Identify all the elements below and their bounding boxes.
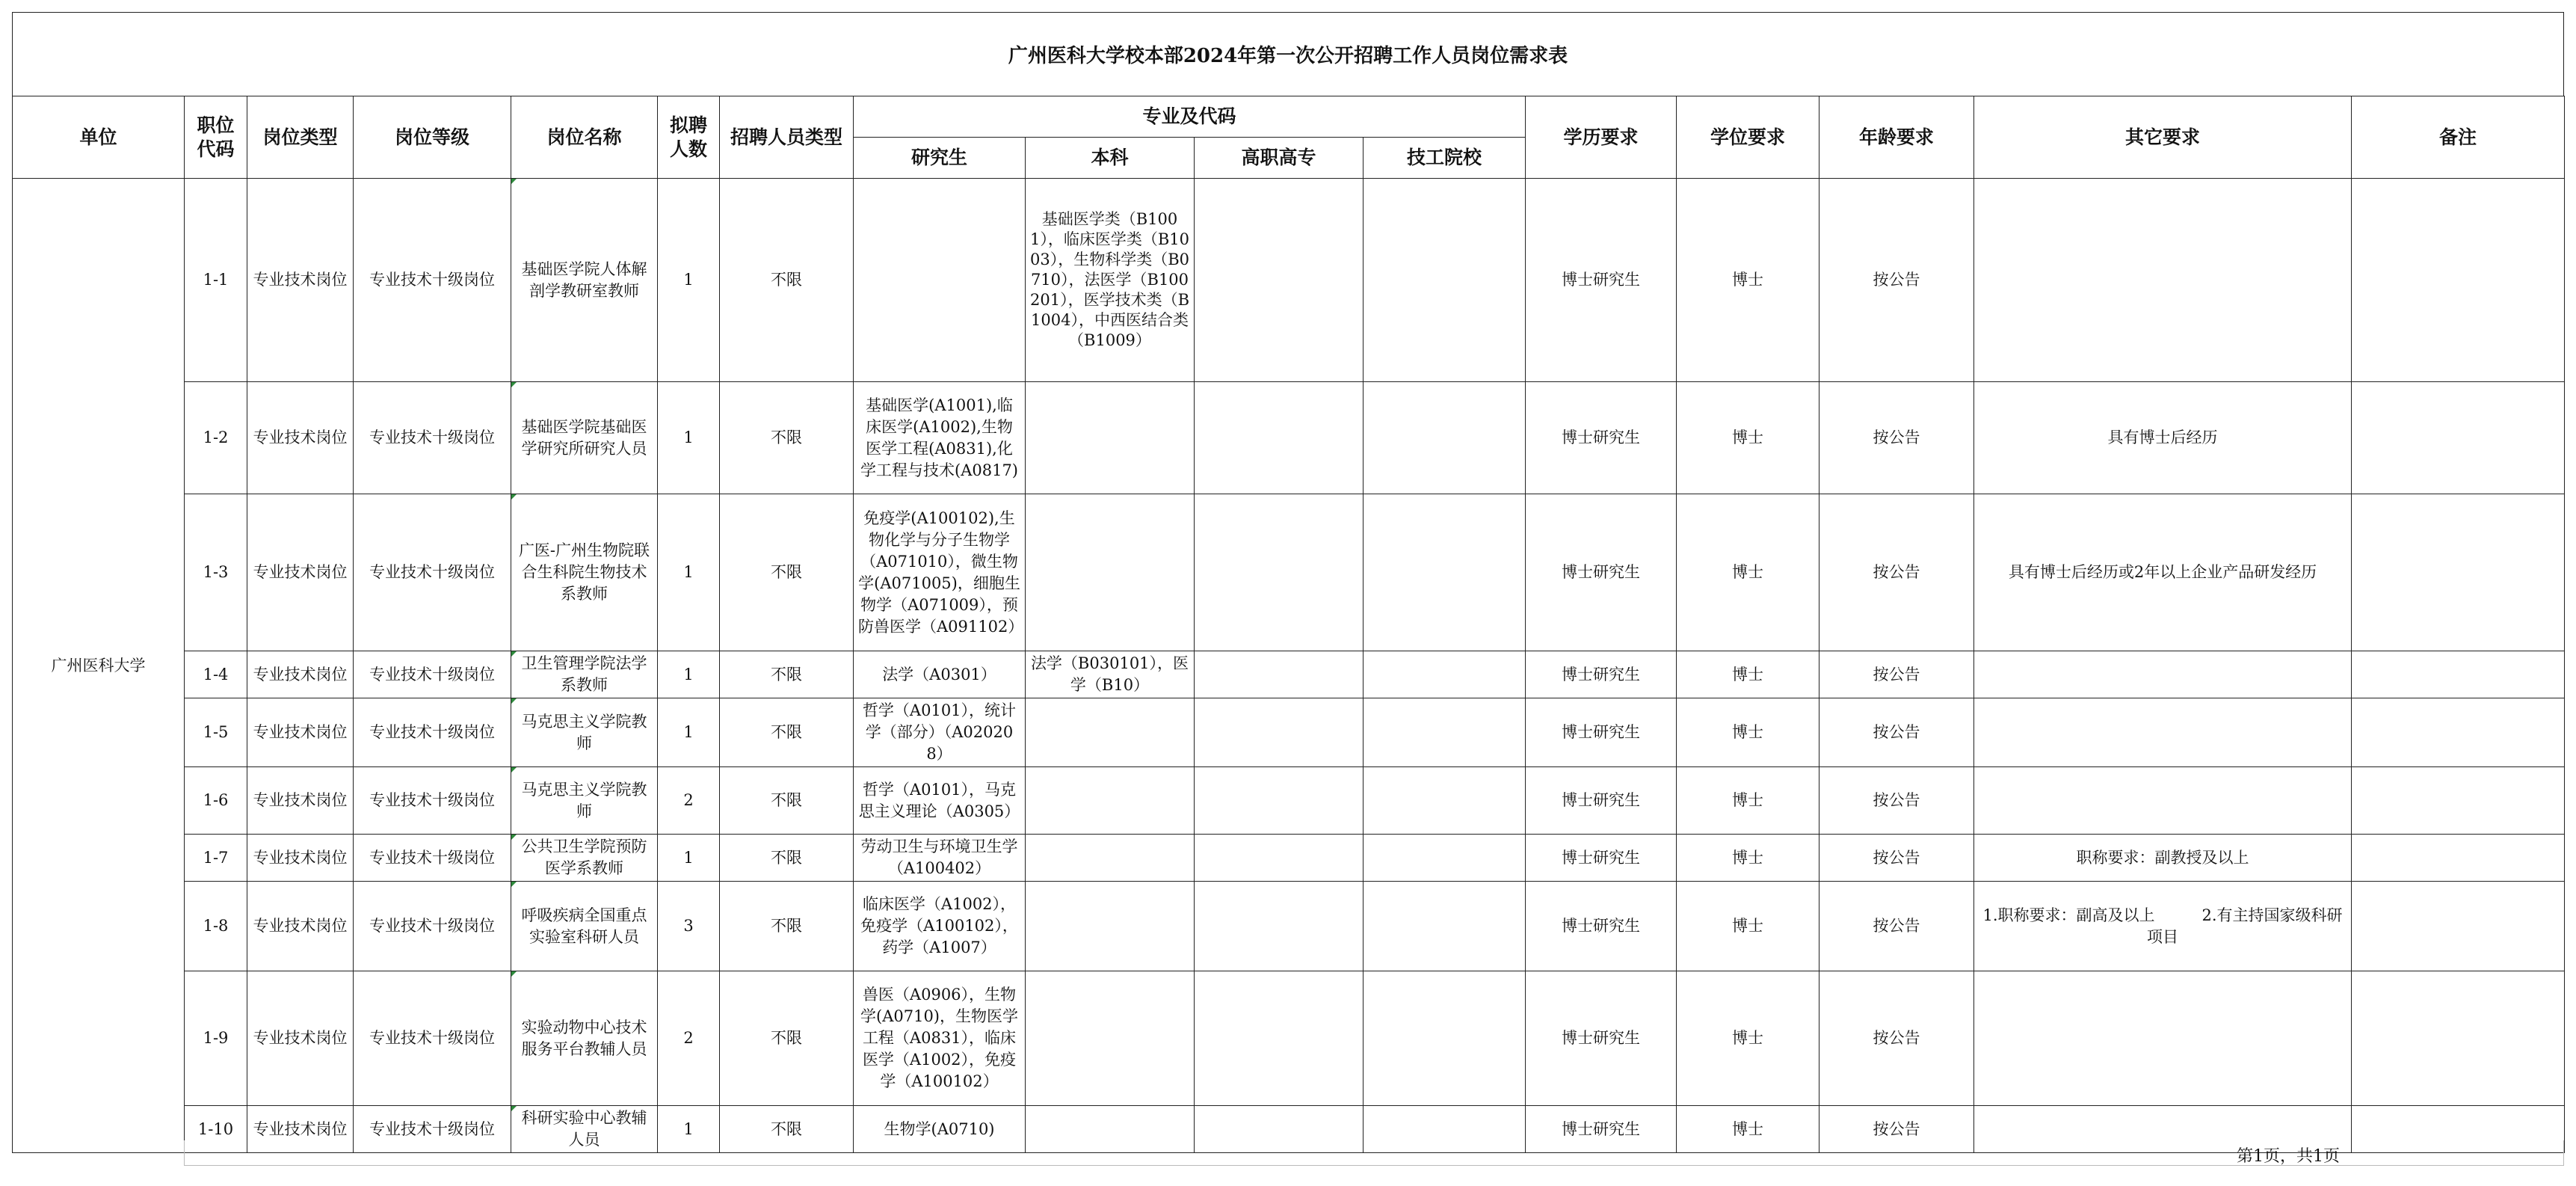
remark-cell (2352, 382, 2565, 494)
vocational-major-cell (1195, 698, 1364, 767)
code-cell: 1-6 (185, 767, 247, 835)
education-cell: 博士研究生 (1526, 971, 1677, 1106)
name-cell: 公共卫生学院预防医学系教师 (511, 835, 658, 882)
education-cell: 博士研究生 (1526, 651, 1677, 698)
grad-major-cell: 生物学(A0710) (854, 1106, 1026, 1153)
other-req-cell (1974, 698, 2352, 767)
age-cell: 按公告 (1819, 767, 1974, 835)
degree-cell: 博士 (1677, 179, 1819, 382)
undergrad-major-cell (1026, 382, 1195, 494)
header-count: 拟聘人数 (658, 96, 720, 179)
level-cell: 专业技术十级岗位 (354, 382, 511, 494)
unit-cell: 广州医科大学 (13, 179, 185, 1153)
level-cell: 专业技术十级岗位 (354, 767, 511, 835)
code-cell: 1-1 (185, 179, 247, 382)
table-row (13, 882, 2565, 971)
count-cell: 2 (658, 767, 720, 835)
code-cell: 1-5 (185, 698, 247, 767)
remark-cell (2352, 767, 2565, 835)
degree-cell: 博士 (1677, 494, 1819, 651)
vocational-major-cell (1195, 882, 1364, 971)
vocational-major-cell (1195, 179, 1364, 382)
grad-major-cell: 兽医（A0906），生物学(A0710)，生物医学工程（A0831），临床医学（A1002），免疫学（A100102） (854, 971, 1026, 1106)
age-cell: 按公告 (1819, 651, 1974, 698)
count-cell: 1 (658, 835, 720, 882)
technical-major-cell (1364, 882, 1526, 971)
undergrad-major-cell (1026, 882, 1195, 971)
code-cell: 1-4 (185, 651, 247, 698)
age-cell: 按公告 (1819, 835, 1974, 882)
vocational-major-cell (1195, 971, 1364, 1106)
remark-cell (2352, 835, 2565, 882)
name-cell: 基础医学院人体解剖学教研室教师 (511, 179, 658, 382)
code-cell: 1-10 (185, 1106, 247, 1153)
table-row (13, 382, 2565, 494)
header-level: 岗位等级 (354, 96, 511, 179)
footer-cell (184, 1140, 2564, 1166)
header-type: 岗位类型 (247, 96, 354, 179)
vocational-major-cell (1195, 651, 1364, 698)
table-row (13, 971, 2565, 1106)
name-cell: 基础医学院基础医学研究所研究人员 (511, 382, 658, 494)
degree-cell: 博士 (1677, 382, 1819, 494)
undergrad-major-cell: 法学（B030101），医学（B10） (1026, 651, 1195, 698)
grad-major-cell: 法学（A0301） (854, 651, 1026, 698)
degree-cell: 博士 (1677, 767, 1819, 835)
name-cell: 马克思主义学院教师 (511, 698, 658, 767)
age-cell: 按公告 (1819, 1106, 1974, 1153)
name-cell: 呼吸疾病全国重点实验室科研人员 (511, 882, 658, 971)
remark-cell (2352, 179, 2565, 382)
code-cell: 1-7 (185, 835, 247, 882)
level-cell: 专业技术十级岗位 (354, 651, 511, 698)
degree-cell: 博士 (1677, 882, 1819, 971)
type-cell: 专业技术岗位 (247, 767, 354, 835)
table-body (13, 179, 2565, 1153)
degree-cell: 博士 (1677, 835, 1819, 882)
technical-major-cell (1364, 698, 1526, 767)
technical-major-cell (1364, 835, 1526, 882)
header-other: 其它要求 (1974, 96, 2352, 179)
header-degree: 学位要求 (1677, 96, 1819, 179)
grad-major-cell: 哲学（A0101），统计学（部分）（A020208） (854, 698, 1026, 767)
age-cell: 按公告 (1819, 971, 1974, 1106)
type-cell: 专业技术岗位 (247, 651, 354, 698)
vocational-major-cell (1195, 835, 1364, 882)
remark-cell (2352, 651, 2565, 698)
level-cell: 专业技术十级岗位 (354, 971, 511, 1106)
remark-cell (2352, 494, 2565, 651)
count-cell: 3 (658, 882, 720, 971)
education-cell: 博士研究生 (1526, 1106, 1677, 1153)
other-req-cell (1974, 971, 2352, 1106)
recruitment-sheet (12, 12, 2564, 1153)
recruit-type-cell: 不限 (720, 698, 854, 767)
other-req-cell: 具有博士后经历或2年以上企业产品研发经历 (1974, 494, 2352, 651)
code-cell: 1-9 (185, 971, 247, 1106)
remark-cell (2352, 971, 2565, 1106)
age-cell: 按公告 (1819, 882, 1974, 971)
recruit-type-cell: 不限 (720, 767, 854, 835)
other-req-cell (1974, 179, 2352, 382)
grad-major-cell (854, 179, 1026, 382)
recruit-type-cell: 不限 (720, 882, 854, 971)
page-footer (12, 1140, 2564, 1170)
header-remark: 备注 (2352, 96, 2565, 179)
count-cell: 1 (658, 1106, 720, 1153)
recruit-type-cell: 不限 (720, 971, 854, 1106)
education-cell: 博士研究生 (1526, 494, 1677, 651)
header-unit: 单位 (13, 96, 185, 179)
header-undergrad: 本科 (1026, 138, 1195, 179)
other-req-cell: 职称要求：副教授及以上 (1974, 835, 2352, 882)
undergrad-major-cell (1026, 698, 1195, 767)
level-cell: 专业技术十级岗位 (354, 179, 511, 382)
code-cell: 1-8 (185, 882, 247, 971)
technical-major-cell (1364, 767, 1526, 835)
count-cell: 1 (658, 698, 720, 767)
degree-cell: 博士 (1677, 971, 1819, 1106)
age-cell: 按公告 (1819, 494, 1974, 651)
recruit-type-cell: 不限 (720, 382, 854, 494)
technical-major-cell (1364, 971, 1526, 1106)
table-row (13, 179, 2565, 382)
header-code: 职位代码 (185, 96, 247, 179)
grad-major-cell: 免疫学(A100102),生物化学与分子生物学（A071010），微生物学(A071005)，细胞生物学（A071009），预防兽医学（A091102） (854, 494, 1026, 651)
undergrad-major-cell (1026, 494, 1195, 651)
name-cell: 科研实验中心教辅人员 (511, 1106, 658, 1153)
grad-major-cell: 基础医学(A1001),临床医学(A1002),生物医学工程(A0831),化学工程与技术(A0817) (854, 382, 1026, 494)
table-row (13, 835, 2565, 882)
level-cell: 专业技术十级岗位 (354, 1106, 511, 1153)
degree-cell: 博士 (1677, 698, 1819, 767)
other-req-cell: 1.职称要求：副高及以上 2.有主持国家级科研项目 (1974, 882, 2352, 971)
recruit-type-cell: 不限 (720, 651, 854, 698)
technical-major-cell (1364, 651, 1526, 698)
grad-major-cell: 哲学（A0101），马克思主义理论（A0305） (854, 767, 1026, 835)
remark-cell (2352, 698, 2565, 767)
code-cell: 1-3 (185, 494, 247, 651)
type-cell: 专业技术岗位 (247, 494, 354, 651)
count-cell: 1 (658, 494, 720, 651)
age-cell: 按公告 (1819, 382, 1974, 494)
header-vocational: 高职高专 (1195, 138, 1364, 179)
type-cell: 专业技术岗位 (247, 698, 354, 767)
technical-major-cell (1364, 382, 1526, 494)
type-cell: 专业技术岗位 (247, 1106, 354, 1153)
remark-cell (2352, 882, 2565, 971)
level-cell: 专业技术十级岗位 (354, 494, 511, 651)
type-cell: 专业技术岗位 (247, 882, 354, 971)
grad-major-cell: 劳动卫生与环境卫生学（A100402） (854, 835, 1026, 882)
count-cell: 2 (658, 971, 720, 1106)
count-cell: 1 (658, 382, 720, 494)
count-cell: 1 (658, 179, 720, 382)
technical-major-cell (1364, 179, 1526, 382)
recruit-type-cell: 不限 (720, 1106, 854, 1153)
other-req-cell: 具有博士后经历 (1974, 382, 2352, 494)
education-cell: 博士研究生 (1526, 179, 1677, 382)
page-number: 第1页，共1页 (2237, 1147, 2340, 1166)
table-row (13, 698, 2565, 767)
name-cell: 实验动物中心技术服务平台教辅人员 (511, 971, 658, 1106)
education-cell: 博士研究生 (1526, 882, 1677, 971)
degree-cell: 博士 (1677, 1106, 1819, 1153)
level-cell: 专业技术十级岗位 (354, 835, 511, 882)
code-cell: 1-2 (185, 382, 247, 494)
header-name: 岗位名称 (511, 96, 658, 179)
undergrad-major-cell (1026, 767, 1195, 835)
age-cell: 按公告 (1819, 698, 1974, 767)
grad-major-cell: 临床医学（A1002）， 免疫学（A100102），药学（A1007） (854, 882, 1026, 971)
name-cell: 马克思主义学院教师 (511, 767, 658, 835)
undergrad-major-cell: 基础医学类（B1001），临床医学类（B1003），生物科学类（B0710），法医学（B100201），医学技术类（B1004），中西医结合类（B1009） (1026, 179, 1195, 382)
type-cell: 专业技术岗位 (247, 179, 354, 382)
header-major-group: 专业及代码 (854, 96, 1526, 138)
table-row (13, 651, 2565, 698)
requirements-table (12, 96, 2565, 1153)
other-req-cell (1974, 651, 2352, 698)
type-cell: 专业技术岗位 (247, 835, 354, 882)
sheet-title: 广州医科大学校本部2024年第一次公开招聘工作人员岗位需求表 (12, 12, 2564, 96)
type-cell: 专业技术岗位 (247, 382, 354, 494)
level-cell: 专业技术十级岗位 (354, 698, 511, 767)
education-cell: 博士研究生 (1526, 835, 1677, 882)
undergrad-major-cell (1026, 835, 1195, 882)
header-recruit-type: 招聘人员类型 (720, 96, 854, 179)
header-grad: 研究生 (854, 138, 1026, 179)
name-cell: 广医-广州生物院联合生科院生物技术系教师 (511, 494, 658, 651)
table-row (13, 767, 2565, 835)
recruit-type-cell: 不限 (720, 494, 854, 651)
vocational-major-cell (1195, 494, 1364, 651)
header-technical: 技工院校 (1364, 138, 1526, 179)
age-cell: 按公告 (1819, 179, 1974, 382)
education-cell: 博士研究生 (1526, 767, 1677, 835)
education-cell: 博士研究生 (1526, 382, 1677, 494)
other-req-cell (1974, 767, 2352, 835)
vocational-major-cell (1195, 382, 1364, 494)
degree-cell: 博士 (1677, 651, 1819, 698)
table-row (13, 494, 2565, 651)
vocational-major-cell (1195, 767, 1364, 835)
count-cell: 1 (658, 651, 720, 698)
undergrad-major-cell (1026, 971, 1195, 1106)
type-cell: 专业技术岗位 (247, 971, 354, 1106)
education-cell: 博士研究生 (1526, 698, 1677, 767)
technical-major-cell (1364, 494, 1526, 651)
level-cell: 专业技术十级岗位 (354, 882, 511, 971)
header-education: 学历要求 (1526, 96, 1677, 179)
recruit-type-cell: 不限 (720, 835, 854, 882)
header-age: 年龄要求 (1819, 96, 1974, 179)
recruit-type-cell: 不限 (720, 179, 854, 382)
name-cell: 卫生管理学院法学系教师 (511, 651, 658, 698)
